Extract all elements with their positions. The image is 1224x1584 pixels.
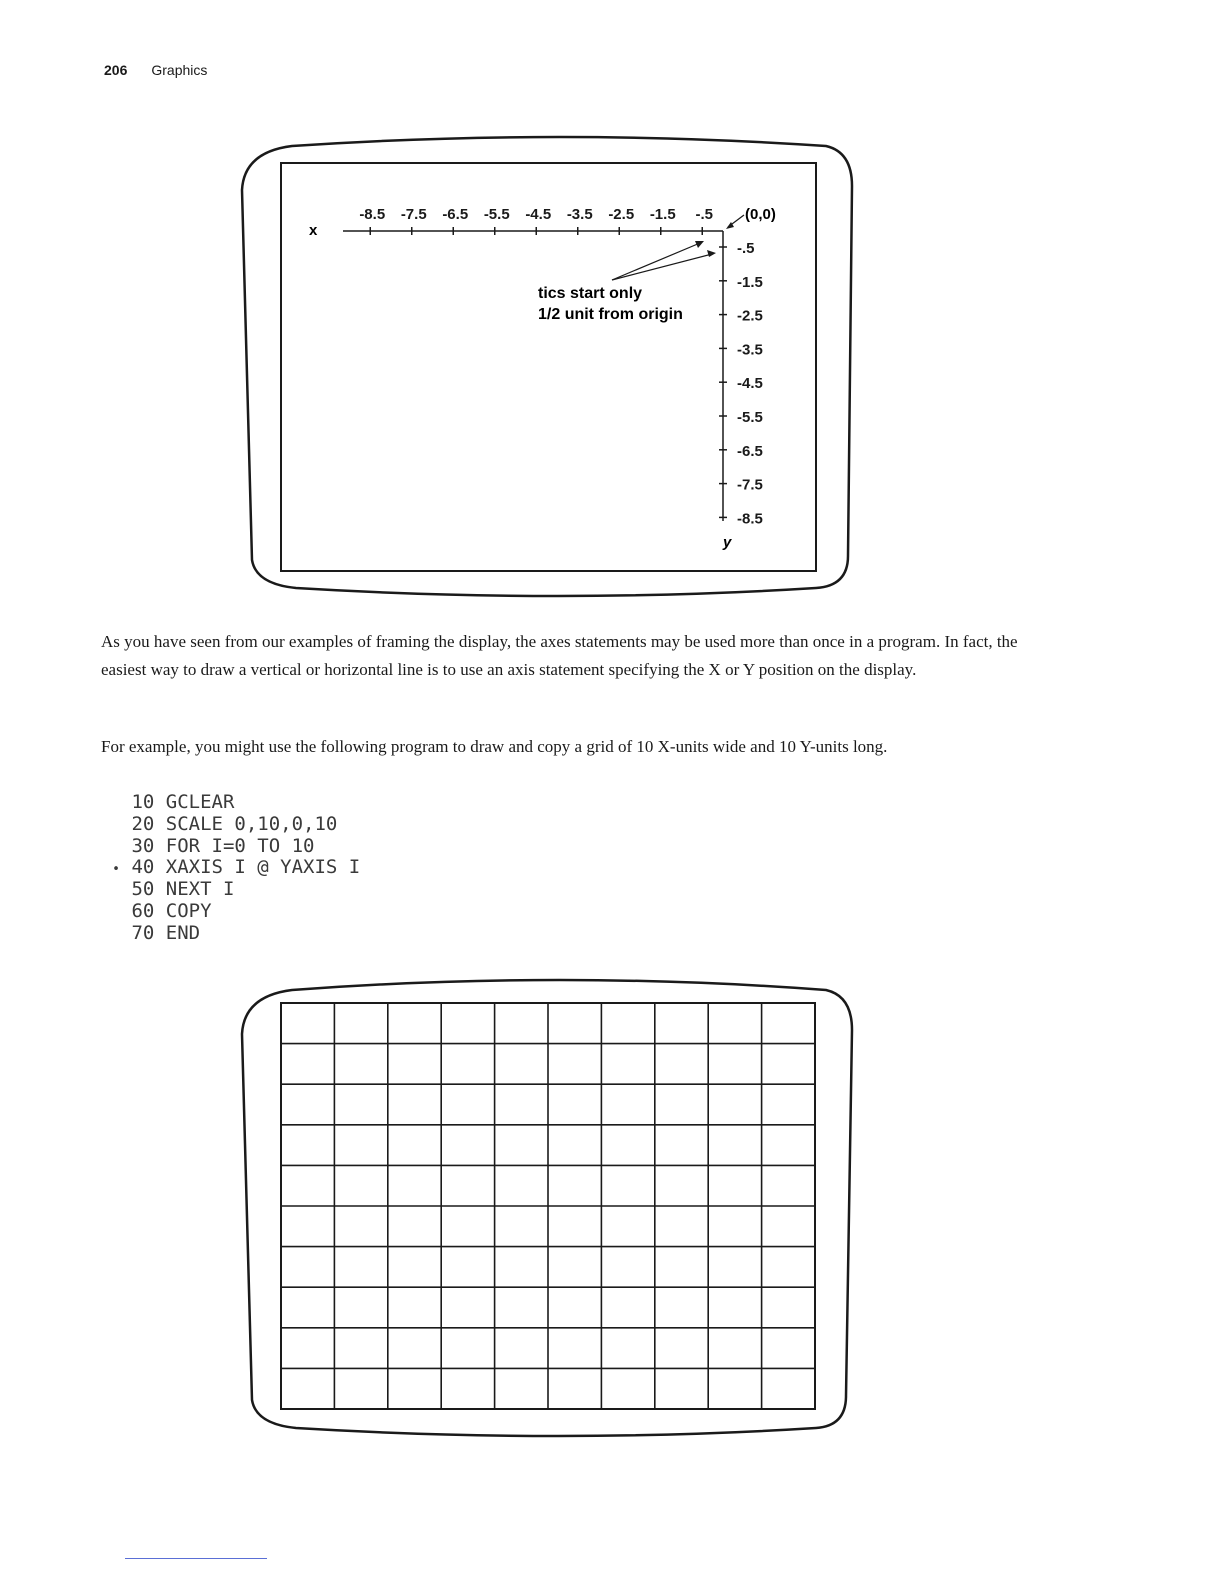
y-axis-label: y: [723, 534, 732, 551]
annotation-line-2: 1/2 unit from origin: [538, 306, 683, 323]
code-line: 20 SCALE 0,10,0,10: [131, 812, 338, 835]
paragraph-grid-example: For example, you might use the following program to draw and copy a grid of 10 X-units wide and 10 Y-units long.: [101, 737, 888, 756]
footer-rule: [125, 1558, 267, 1559]
margin-marker: •: [112, 862, 120, 878]
annotation-arrowhead-2: [707, 250, 716, 257]
y-tick-label: -7.5: [737, 476, 763, 494]
code-line: 30 FOR I=0 TO 10: [131, 834, 315, 857]
grid-figure: [0, 970, 1224, 1450]
code-line: • 40 XAXIS I @ YAXIS I: [104, 857, 360, 879]
code-line: 60 COPY: [131, 899, 212, 922]
y-tick-label: -4.5: [737, 375, 763, 393]
origin-label: (0,0): [745, 206, 776, 223]
y-tick-label: -1.5: [737, 273, 763, 291]
x-tick-label: -5.5: [483, 206, 510, 223]
x-tick-label: -2.5: [608, 206, 635, 223]
code-line: 50 NEXT I: [131, 878, 235, 901]
x-tick-label: -.5: [695, 206, 714, 223]
program-listing: [104, 792, 360, 945]
annotation-line-1: tics start only: [538, 285, 643, 302]
y-tick-label: -6.5: [737, 442, 763, 460]
y-tick-label: -.5: [737, 240, 755, 257]
x-axis-label: x: [309, 222, 318, 239]
x-tick-label: -4.5: [525, 206, 552, 223]
x-tick-label: -3.5: [566, 206, 593, 223]
page-header: [104, 62, 207, 78]
tick-labels-group: [359, 206, 763, 527]
grid-lines-group: [281, 1003, 815, 1409]
y-tick-label: -2.5: [737, 307, 763, 325]
y-tick-label: -8.5: [737, 510, 763, 528]
x-tick-label: -6.5: [442, 206, 469, 223]
screen-frame: [281, 163, 816, 571]
section-title: Graphics: [151, 62, 208, 78]
page-number: 206: [104, 62, 128, 78]
y-tick-label: -3.5: [737, 341, 763, 359]
annotation-arrow-1: [612, 243, 700, 280]
axes-group: [343, 227, 727, 521]
x-tick-label: -7.5: [400, 206, 427, 223]
code-line: 10 GCLEAR: [131, 791, 235, 813]
annotation-arrow-2: [612, 254, 712, 280]
y-tick-label: -5.5: [737, 409, 763, 426]
code-line: 70 END: [131, 921, 201, 944]
axes-figure: [0, 128, 1224, 608]
x-tick-label: -8.5: [359, 206, 386, 223]
paragraph-axes-usage: As you have seen from our examples of framing the display, the axes statements may be used more than once in a program. In fact, the easiest way to draw a vertical or horizontal line is to use an axis statement specifying the X or Y position on the display.: [101, 632, 1018, 679]
x-tick-label: -1.5: [649, 206, 676, 223]
